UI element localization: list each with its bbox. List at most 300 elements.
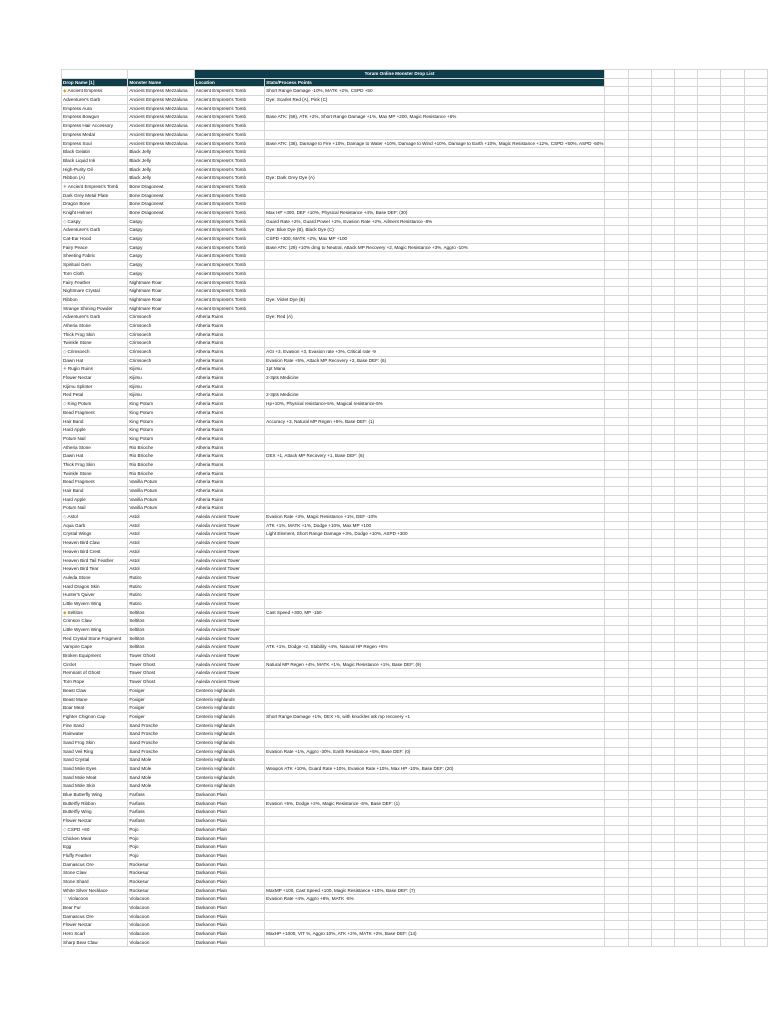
cell-drop-name[interactable]: Sand Frog Skin xyxy=(62,738,128,747)
cell-location[interactable]: Ancient Empress's Tomb xyxy=(194,174,264,183)
cell-monster-name[interactable]: Kijimu xyxy=(128,382,194,391)
empty-cell[interactable] xyxy=(675,478,698,487)
empty-cell[interactable] xyxy=(675,851,698,860)
empty-cell[interactable] xyxy=(698,652,721,661)
empty-cell[interactable] xyxy=(651,252,674,261)
cell-monster-name[interactable]: Rio Brioche xyxy=(128,460,194,469)
empty-cell[interactable] xyxy=(628,217,651,226)
cell-stats[interactable] xyxy=(265,851,605,860)
cell-monster-name[interactable]: Ancient Empress Mezzaluna xyxy=(128,113,194,122)
empty-cell[interactable] xyxy=(721,287,744,296)
empty-cell[interactable] xyxy=(605,765,628,774)
empty-cell[interactable] xyxy=(721,443,744,452)
cell-stats[interactable] xyxy=(265,938,605,947)
empty-cell[interactable] xyxy=(628,391,651,400)
empty-cell[interactable] xyxy=(744,495,767,504)
empty-cell[interactable] xyxy=(698,235,721,244)
empty-cell[interactable] xyxy=(605,513,628,522)
empty-cell[interactable] xyxy=(605,443,628,452)
cell-location[interactable]: Darkanon Plain xyxy=(194,938,264,947)
empty-cell[interactable] xyxy=(605,113,628,122)
empty-cell[interactable] xyxy=(721,452,744,461)
empty-cell[interactable] xyxy=(651,582,674,591)
empty-cell[interactable] xyxy=(698,356,721,365)
empty-cell[interactable] xyxy=(744,756,767,765)
empty-cell[interactable] xyxy=(675,130,698,139)
empty-cell[interactable] xyxy=(721,886,744,895)
cell-location[interactable]: Atheria Ruins xyxy=(194,417,264,426)
cell-drop-name[interactable]: White Silver Necklace xyxy=(62,886,128,895)
empty-cell[interactable] xyxy=(744,634,767,643)
empty-cell[interactable] xyxy=(605,174,628,183)
empty-cell[interactable] xyxy=(698,565,721,574)
empty-cell[interactable] xyxy=(698,747,721,756)
empty-cell[interactable] xyxy=(675,87,698,96)
empty-cell[interactable] xyxy=(721,182,744,191)
empty-cell[interactable] xyxy=(605,139,628,148)
empty-cell[interactable] xyxy=(605,599,628,608)
empty-cell[interactable] xyxy=(651,295,674,304)
cell-location[interactable]: Darkanon Plain xyxy=(194,860,264,869)
empty-cell[interactable] xyxy=(651,356,674,365)
empty-cell[interactable] xyxy=(698,226,721,235)
cell-drop-name[interactable]: Thick Frog Skin xyxy=(62,460,128,469)
empty-cell[interactable] xyxy=(651,278,674,287)
cell-drop-name[interactable]: ◇Crimsoech xyxy=(62,348,128,357)
empty-cell[interactable] xyxy=(721,912,744,921)
empty-cell[interactable] xyxy=(675,877,698,886)
empty-cell[interactable] xyxy=(675,452,698,461)
cell-stats[interactable] xyxy=(265,921,605,930)
empty-cell[interactable] xyxy=(651,860,674,869)
cell-monster-name[interactable]: Caspy xyxy=(128,261,194,270)
cell-stats[interactable] xyxy=(265,261,605,270)
empty-cell[interactable] xyxy=(675,643,698,652)
empty-cell[interactable] xyxy=(628,348,651,357)
empty-cell[interactable] xyxy=(651,643,674,652)
cell-location[interactable]: Auleda Ancient Tower xyxy=(194,634,264,643)
empty-cell[interactable] xyxy=(744,591,767,600)
empty-cell[interactable] xyxy=(721,747,744,756)
cell-drop-name[interactable]: ◇Astol xyxy=(62,513,128,522)
cell-stats[interactable]: Base ATK: (36), Damage to Fire +10%, Damage to Water +10%, Damage to Wind +10%, Damage to Earth +10%, Magic Resistance +12%, CSPD +50%, ASPD -50% xyxy=(265,139,605,148)
empty-cell[interactable] xyxy=(675,669,698,678)
cell-drop-name[interactable]: Dawn Hat xyxy=(62,356,128,365)
cell-monster-name[interactable]: Nightmare Roar xyxy=(128,278,194,287)
cell-drop-name[interactable]: Damascus Ore xyxy=(62,860,128,869)
empty-cell[interactable] xyxy=(744,252,767,261)
empty-cell[interactable] xyxy=(698,191,721,200)
empty-cell[interactable] xyxy=(675,191,698,200)
empty-cell[interactable] xyxy=(698,504,721,513)
cell-drop-name[interactable]: ◆Ancient Empress xyxy=(62,87,128,96)
empty-cell[interactable] xyxy=(605,756,628,765)
cell-monster-name[interactable]: Seltitos xyxy=(128,643,194,652)
empty-cell[interactable] xyxy=(605,191,628,200)
empty-cell[interactable] xyxy=(628,460,651,469)
cell-drop-name[interactable]: Auleda Stone xyxy=(62,573,128,582)
empty-cell[interactable] xyxy=(744,452,767,461)
empty-cell[interactable] xyxy=(721,582,744,591)
empty-cell[interactable] xyxy=(698,113,721,122)
empty-cell[interactable] xyxy=(651,417,674,426)
cell-drop-name[interactable]: Circlet xyxy=(62,660,128,669)
empty-cell[interactable] xyxy=(744,895,767,904)
cell-drop-name[interactable]: High-Purity Oil xyxy=(62,165,128,174)
empty-cell[interactable] xyxy=(651,921,674,930)
empty-cell[interactable] xyxy=(744,608,767,617)
cell-monster-name[interactable]: Pojo xyxy=(128,843,194,852)
empty-cell[interactable] xyxy=(744,365,767,374)
cell-stats[interactable]: Cast Speed +300, MP -150 xyxy=(265,608,605,617)
empty-cell[interactable] xyxy=(744,565,767,574)
cell-stats[interactable] xyxy=(265,339,605,348)
cell-stats[interactable] xyxy=(265,304,605,313)
empty-cell[interactable] xyxy=(651,678,674,687)
empty-cell[interactable] xyxy=(605,930,628,939)
empty-cell[interactable] xyxy=(628,487,651,496)
empty-cell[interactable] xyxy=(744,730,767,739)
empty-cell[interactable] xyxy=(628,877,651,886)
cell-location[interactable]: Auleda Ancient Tower xyxy=(194,652,264,661)
empty-cell[interactable] xyxy=(698,921,721,930)
cell-drop-name[interactable]: Fairy Peace xyxy=(62,243,128,252)
empty-cell[interactable] xyxy=(605,295,628,304)
empty-cell[interactable] xyxy=(651,287,674,296)
empty-cell[interactable] xyxy=(628,530,651,539)
empty-cell[interactable] xyxy=(605,400,628,409)
cell-drop-name[interactable]: ◆Seltitos xyxy=(62,608,128,617)
empty-cell[interactable] xyxy=(651,877,674,886)
empty-cell[interactable] xyxy=(675,930,698,939)
empty-cell[interactable] xyxy=(675,817,698,826)
empty-cell[interactable] xyxy=(628,626,651,635)
empty-cell[interactable] xyxy=(605,374,628,383)
cell-monster-name[interactable]: Rio Brioche xyxy=(128,443,194,452)
empty-cell[interactable] xyxy=(744,921,767,930)
empty-cell[interactable] xyxy=(721,382,744,391)
cell-drop-name[interactable]: Potum Nail xyxy=(62,504,128,513)
empty-cell[interactable] xyxy=(605,539,628,548)
cell-location[interactable]: Centerio Highlands xyxy=(194,686,264,695)
cell-drop-name[interactable]: Heaven Bird Tear xyxy=(62,565,128,574)
cell-location[interactable]: Darkanon Plain xyxy=(194,808,264,817)
empty-cell[interactable] xyxy=(651,617,674,626)
cell-location[interactable]: Atheria Ruins xyxy=(194,339,264,348)
cell-location[interactable]: Ancient Empress's Tomb xyxy=(194,269,264,278)
cell-stats[interactable] xyxy=(265,434,605,443)
empty-cell[interactable] xyxy=(605,843,628,852)
empty-cell[interactable] xyxy=(744,148,767,157)
empty-cell[interactable] xyxy=(721,148,744,157)
empty-cell[interactable] xyxy=(721,539,744,548)
cell-monster-name[interactable]: Seltitos xyxy=(128,626,194,635)
empty-cell[interactable] xyxy=(744,348,767,357)
empty-cell[interactable] xyxy=(721,556,744,565)
cell-monster-name[interactable]: Caspy xyxy=(128,252,194,261)
cell-drop-name[interactable]: Ribbon (A) xyxy=(62,174,128,183)
cell-location[interactable]: Ancient Empress's Tomb xyxy=(194,252,264,261)
empty-cell[interactable] xyxy=(651,434,674,443)
column-header-monster[interactable]: Monster Name xyxy=(128,78,194,87)
empty-cell[interactable] xyxy=(721,139,744,148)
empty-cell[interactable] xyxy=(698,791,721,800)
empty-cell[interactable] xyxy=(698,704,721,713)
empty-cell[interactable] xyxy=(675,348,698,357)
empty-cell[interactable] xyxy=(651,669,674,678)
cell-stats[interactable] xyxy=(265,825,605,834)
empty-cell[interactable] xyxy=(651,756,674,765)
empty-cell[interactable] xyxy=(628,417,651,426)
empty-cell[interactable] xyxy=(675,904,698,913)
cell-monster-name[interactable]: Pojo xyxy=(128,834,194,843)
empty-cell[interactable] xyxy=(721,617,744,626)
empty-cell[interactable] xyxy=(628,469,651,478)
empty-cell[interactable] xyxy=(651,478,674,487)
empty-cell[interactable] xyxy=(744,869,767,878)
empty-cell[interactable] xyxy=(675,122,698,131)
empty-cell[interactable] xyxy=(628,513,651,522)
empty-cell[interactable] xyxy=(675,156,698,165)
empty-cell[interactable] xyxy=(651,460,674,469)
cell-monster-name[interactable]: Violacoon xyxy=(128,938,194,947)
empty-cell[interactable] xyxy=(651,686,674,695)
cell-location[interactable]: Auleda Ancient Tower xyxy=(194,565,264,574)
empty-cell[interactable] xyxy=(721,174,744,183)
cell-location[interactable]: Darkanon Plain xyxy=(194,886,264,895)
empty-cell[interactable] xyxy=(628,504,651,513)
empty-cell[interactable] xyxy=(744,660,767,669)
empty-cell[interactable] xyxy=(628,851,651,860)
empty-cell[interactable] xyxy=(744,217,767,226)
empty-cell[interactable] xyxy=(675,460,698,469)
cell-monster-name[interactable]: Black Jelly xyxy=(128,156,194,165)
cell-drop-name[interactable]: Cat-Ear Hood xyxy=(62,235,128,244)
empty-cell[interactable] xyxy=(721,608,744,617)
empty-cell[interactable] xyxy=(651,782,674,791)
cell-drop-name[interactable]: Potum Nail xyxy=(62,434,128,443)
empty-cell[interactable] xyxy=(698,182,721,191)
cell-stats[interactable] xyxy=(265,104,605,113)
empty-cell[interactable] xyxy=(675,434,698,443)
empty-cell[interactable] xyxy=(628,773,651,782)
cell-drop-name[interactable]: Fighter Chignon Cap xyxy=(62,712,128,721)
empty-cell[interactable] xyxy=(675,356,698,365)
cell-location[interactable]: Centerio Highlands xyxy=(194,730,264,739)
cell-location[interactable]: Auleda Ancient Tower xyxy=(194,599,264,608)
empty-cell[interactable] xyxy=(744,652,767,661)
cell-location[interactable]: Atheria Ruins xyxy=(194,348,264,357)
cell-location[interactable]: Auleda Ancient Tower xyxy=(194,556,264,565)
cell-drop-name[interactable]: Black Liquid Ink xyxy=(62,156,128,165)
empty-cell[interactable] xyxy=(651,182,674,191)
empty-cell[interactable] xyxy=(721,721,744,730)
empty-cell[interactable] xyxy=(675,139,698,148)
empty-cell[interactable] xyxy=(605,825,628,834)
empty-cell[interactable] xyxy=(721,851,744,860)
cell-drop-name[interactable]: Heaven Bird Tail Feather xyxy=(62,556,128,565)
empty-cell[interactable] xyxy=(675,547,698,556)
empty-cell[interactable] xyxy=(698,243,721,252)
empty-cell[interactable] xyxy=(675,634,698,643)
empty-cell[interactable] xyxy=(744,313,767,322)
empty-cell[interactable] xyxy=(698,261,721,270)
empty-cell[interactable] xyxy=(605,165,628,174)
empty-cell[interactable] xyxy=(721,678,744,687)
cell-monster-name[interactable]: Bone Dragonewt xyxy=(128,182,194,191)
cell-monster-name[interactable]: Seltitos xyxy=(128,634,194,643)
empty-cell[interactable] xyxy=(651,539,674,548)
empty-cell[interactable] xyxy=(651,487,674,496)
empty-cell[interactable] xyxy=(744,860,767,869)
empty-cell[interactable] xyxy=(628,269,651,278)
cell-location[interactable]: Ancient Empress's Tomb xyxy=(194,165,264,174)
empty-cell[interactable] xyxy=(651,721,674,730)
cell-location[interactable]: Atheria Ruins xyxy=(194,313,264,322)
cell-stats[interactable]: ATK +1%, MATK +1%, Dodge +10%, Max MP +100 xyxy=(265,521,605,530)
cell-location[interactable]: Atheria Ruins xyxy=(194,426,264,435)
cell-location[interactable]: Auleda Ancient Tower xyxy=(194,678,264,687)
empty-cell[interactable] xyxy=(651,408,674,417)
cell-stats[interactable]: Base ATK: (29) +10% dmg to Neutral, Attack MP Recovery +2, Magic Resistance +3%, Aggro -10% xyxy=(265,243,605,252)
empty-cell[interactable] xyxy=(721,904,744,913)
empty-cell[interactable] xyxy=(744,408,767,417)
empty-cell[interactable] xyxy=(675,652,698,661)
empty-cell[interactable] xyxy=(744,599,767,608)
cell-stats[interactable] xyxy=(265,686,605,695)
empty-cell[interactable] xyxy=(744,469,767,478)
empty-cell[interactable] xyxy=(651,738,674,747)
cell-monster-name[interactable]: Foxiger xyxy=(128,712,194,721)
cell-drop-name[interactable]: Damascus Ore xyxy=(62,912,128,921)
cell-location[interactable]: Centerio Highlands xyxy=(194,695,264,704)
empty-cell[interactable] xyxy=(651,695,674,704)
empty-cell[interactable] xyxy=(605,660,628,669)
cell-drop-name[interactable]: Flower Nectar xyxy=(62,921,128,930)
empty-cell[interactable] xyxy=(628,443,651,452)
empty-cell[interactable] xyxy=(628,834,651,843)
cell-monster-name[interactable]: Vanilla Potum xyxy=(128,487,194,496)
empty-cell[interactable] xyxy=(721,773,744,782)
empty-cell[interactable] xyxy=(651,443,674,452)
cell-location[interactable]: Ancient Empress's Tomb xyxy=(194,104,264,113)
cell-stats[interactable] xyxy=(265,556,605,565)
cell-monster-name[interactable]: Crimsoech xyxy=(128,339,194,348)
empty-cell[interactable] xyxy=(628,209,651,218)
cell-drop-name[interactable]: Nightmare Crystal xyxy=(62,287,128,296)
cell-monster-name[interactable]: Rockesur xyxy=(128,869,194,878)
empty-cell[interactable] xyxy=(605,434,628,443)
empty-cell[interactable] xyxy=(675,443,698,452)
cell-stats[interactable] xyxy=(265,669,605,678)
empty-cell[interactable] xyxy=(675,678,698,687)
empty-cell[interactable] xyxy=(605,330,628,339)
cell-location[interactable]: Centerio Highlands xyxy=(194,721,264,730)
empty-cell[interactable] xyxy=(628,678,651,687)
empty-cell[interactable] xyxy=(675,860,698,869)
cell-monster-name[interactable]: Pojo xyxy=(128,851,194,860)
cell-stats[interactable]: Short Range Damage +1%, DEX +5, with knuckles atk mp recovery +1 xyxy=(265,712,605,721)
empty-cell[interactable] xyxy=(721,843,744,852)
cell-stats[interactable]: MaxHP +1000, VIT %, Aggro 10%, ATK +2%, MATK +2%, Base DEF: (14) xyxy=(265,930,605,939)
empty-cell[interactable] xyxy=(698,539,721,548)
empty-cell[interactable] xyxy=(605,704,628,713)
cell-monster-name[interactable]: Crimsoech xyxy=(128,348,194,357)
empty-cell[interactable] xyxy=(698,530,721,539)
empty-cell[interactable] xyxy=(675,756,698,765)
empty-cell[interactable] xyxy=(721,573,744,582)
empty-cell[interactable] xyxy=(721,226,744,235)
cell-drop-name[interactable]: Sand Mole Meat xyxy=(62,773,128,782)
empty-cell[interactable] xyxy=(628,938,651,947)
cell-stats[interactable] xyxy=(265,817,605,826)
cell-location[interactable]: Atheria Ruins xyxy=(194,400,264,409)
empty-cell[interactable] xyxy=(675,912,698,921)
empty-cell[interactable] xyxy=(698,426,721,435)
cell-location[interactable]: Centerio Highlands xyxy=(194,712,264,721)
empty-cell[interactable] xyxy=(651,313,674,322)
cell-stats[interactable] xyxy=(265,547,605,556)
empty-cell[interactable] xyxy=(721,712,744,721)
empty-cell[interactable] xyxy=(721,869,744,878)
empty-cell[interactable] xyxy=(651,843,674,852)
empty-cell[interactable] xyxy=(628,200,651,209)
cell-monster-name[interactable]: Crimsoech xyxy=(128,313,194,322)
empty-cell[interactable] xyxy=(744,226,767,235)
cell-monster-name[interactable]: Violacoon xyxy=(128,895,194,904)
empty-cell[interactable] xyxy=(628,408,651,417)
empty-cell[interactable] xyxy=(628,243,651,252)
cell-location[interactable]: Auleda Ancient Tower xyxy=(194,530,264,539)
empty-cell[interactable] xyxy=(605,869,628,878)
cell-monster-name[interactable]: Sand Mole xyxy=(128,773,194,782)
empty-cell[interactable] xyxy=(698,730,721,739)
cell-stats[interactable]: Dye: Red (A) xyxy=(265,313,605,322)
empty-cell[interactable] xyxy=(744,686,767,695)
empty-cell[interactable] xyxy=(605,573,628,582)
empty-cell[interactable] xyxy=(721,130,744,139)
cell-drop-name[interactable]: Sheeting Fabric xyxy=(62,252,128,261)
cell-monster-name[interactable]: Foxiger xyxy=(128,704,194,713)
cell-drop-name[interactable]: Empress Aura xyxy=(62,104,128,113)
empty-cell[interactable] xyxy=(721,791,744,800)
empty-cell[interactable] xyxy=(721,460,744,469)
empty-cell[interactable] xyxy=(698,434,721,443)
cell-stats[interactable] xyxy=(265,869,605,878)
empty-cell[interactable] xyxy=(605,156,628,165)
empty-cell[interactable] xyxy=(698,130,721,139)
empty-cell[interactable] xyxy=(675,295,698,304)
empty-cell[interactable] xyxy=(675,938,698,947)
cell-drop-name[interactable]: Sand Crystal xyxy=(62,756,128,765)
empty-cell[interactable] xyxy=(744,382,767,391)
cell-drop-name[interactable]: Red Crystal Stone Fragment xyxy=(62,634,128,643)
cell-stats[interactable] xyxy=(265,678,605,687)
cell-stats[interactable] xyxy=(265,721,605,730)
empty-cell[interactable] xyxy=(628,712,651,721)
cell-monster-name[interactable]: Kijimu xyxy=(128,374,194,383)
cell-stats[interactable]: Hp+10%, Physical resistance-5%, Magical resistance-5% xyxy=(265,400,605,409)
empty-cell[interactable] xyxy=(721,504,744,513)
empty-cell[interactable] xyxy=(744,200,767,209)
empty-cell[interactable] xyxy=(721,695,744,704)
empty-cell[interactable] xyxy=(651,261,674,270)
empty-cell[interactable] xyxy=(721,104,744,113)
cell-drop-name[interactable]: ◇King Potum xyxy=(62,400,128,409)
empty-cell[interactable] xyxy=(675,217,698,226)
empty-cell[interactable] xyxy=(721,434,744,443)
cell-stats[interactable] xyxy=(265,182,605,191)
